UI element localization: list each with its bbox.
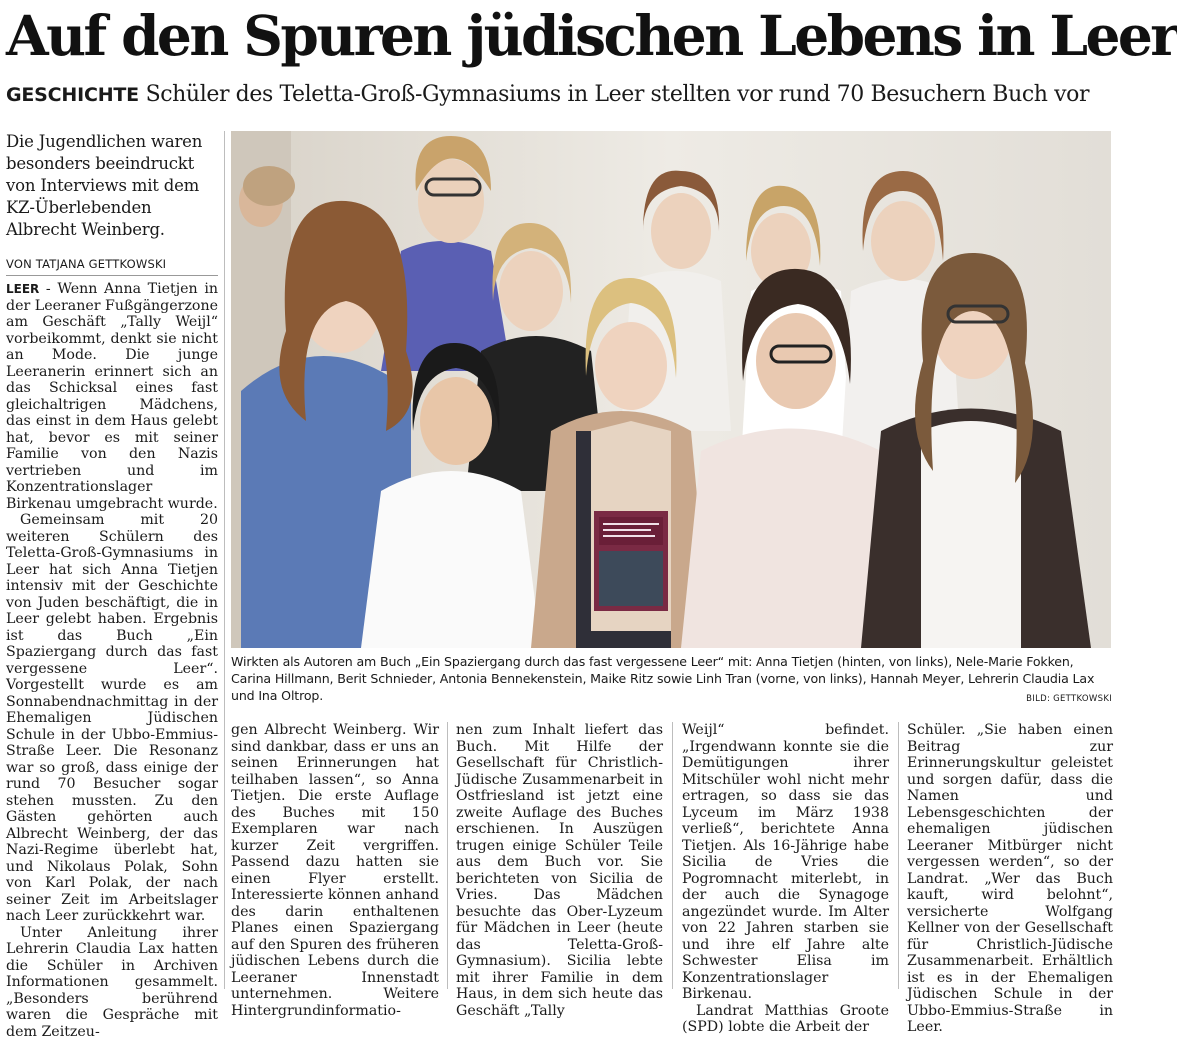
body-paragraph: gen Albrecht Weinberg. Wir sind dankbar, dass er uns an seinen Erinnerungen hat teilhaben lassen“, so Anna Tietjen. Die erste Auflage des Buches mit 150 Exemplaren war nach kurzer Zeit vergriffen. Passend dazu hatten sie einen Flyer erstellt. Interessierte können anhand des darin enthaltenen Planes einen Spaziergang auf den Spuren des früheren jüdischen Lebens durch die Leeraner Innenstadt unternehmen. Weitere Hintergrundinformatio- [231,722,439,1019]
article-column-1 [6,281,218,1040]
body-paragraph: Schüler. „Sie haben einen Beitrag zur Erinnerungskultur geleistet und sorgen dafür, dass die Namen und Lebensgeschichten der ehemaligen jüdischen Leeraner Mitbürger nicht vergessen werden“, so der Landrat. „Wer das Buch kauft, wird belohnt“, versicherte Wolfgang Kellner von der Gesellschaft für Christlich-Jüdische Zusammenarbeit. Erhältlich ist es in der Ehemaligen Jüdischen Schule in der Ubbo-Emmius-Straße in Leer. [907,722,1113,1036]
body-paragraph: Unter Anleitung ihrer Lehrerin Claudia Lax hatten die Schüler in Archiven Informationen gesammelt. „Besonders berührend waren die Gespräche mit dem Zeitzeu- [6,925,218,1040]
article-column-2 [231,722,439,1019]
body-paragraph: Landrat Matthias Groote (SPD) lobte die Arbeit der [682,1003,889,1036]
headline: Auf den Spuren jüdischen Lebens in Leer [6,2,1116,70]
column-divider [224,131,225,989]
group-photo-illustration [231,131,1111,648]
lead-paragraph: Die Jugendlichen waren besonders beeindruckt von Interviews mit dem KZ-Überlebenden Albrecht Weinberg. [6,131,218,241]
article-photo [231,131,1111,648]
subheadline-text: Schüler des Teletta-Groß-Gymnasiums in Leer stellten vor rund 70 Besuchern Buch vor [146,82,1090,107]
byline: VON TATJANA GETTKOWSKI [6,257,218,271]
column-divider [672,722,673,989]
photo-caption: Wirkten als Autoren am Buch „Ein Spaziergang durch das fast vergessene Leer“ mit: Anna Tietjen (hinten, von links), Nele-Marie Fokken, Carina Hillmann, Berit Schnieder, Antonia Bennekenstein, Maike Ritz sowie Linh Tran (vorne, von links), Hannah Meyer, Lehrerin Claudia Lax und Ina Oltrop. [231,653,1113,704]
column-divider [898,722,899,989]
body-paragraph: Gemeinsam mit 20 weiteren Schülern des Teletta-Groß-Gymnasiums in Leer hat sich Anna Tietjen intensiv mit der Geschichte von Juden beschäftigt, die in Leer gelebt haben. Ergebnis ist das Buch „Ein Spaziergang durch das fast vergessene Leer“. Vorgestellt wurde es am Sonnabendnachmittag in der Ehemaligen Jüdischen Schule in der Ubbo-Emmius-Straße Leer. Die Resonanz war so groß, dass einige der rund 70 Besucher sogar stehen mussten. Zu den Gästen gehörten auch Albrecht Weinberg, der das Nazi-Regime überlebt hat, und Nikolaus Polak, Sohn von Karl Polak, der nach seiner Zeit im Arbeitslager nach Leer zurückkehrt war. [6,512,218,925]
section-kicker: GESCHICHTE [6,84,139,106]
article-column-4 [682,722,889,1036]
article-column-3 [456,722,663,1019]
byline-divider [6,275,218,276]
body-paragraph: Weijl“ befindet. „Irgendwann konnte sie die Demütigungen ihrer Mitschüler wohl nicht mehr ertragen, so dass sie das Lyceum im März 1938 verließ“, berichtete Anna Tietjen. Als 16-Jährige habe Sicilia de Vries die Pogromnacht miterlebt, in der auch die Synagoge angezündet wurde. Im Alter von 22 Jahren starben sie und ihre elf Jahre alte Schwester Elisa im Konzentrationslager Birkenau. [682,722,889,1003]
dateline: LEER [6,282,39,296]
article-column-5 [907,722,1113,1036]
photo-credit: BILD: GETTKOWSKI [1026,694,1112,704]
subheadline [6,80,1116,110]
column-divider [447,722,448,989]
body-paragraph: LEER - Wenn Anna Tietjen in der Leeraner Fußgängerzone am Geschäft „Tally Weijl“ vorbeikommt, denkt sie nicht an Mode. Die junge Leeranerin erinnert sich an das Schicksal eines fast gleichaltrigen Mädchens, das einst in dem Haus gelebt hat, bevor es mit seiner Familie von den Nazis vertrieben und im Konzentrationslager Birkenau umgebracht wurde. [6,281,218,512]
body-paragraph: nen zum Inhalt liefert das Buch. Mit Hilfe der Gesellschaft für Christlich-Jüdische Zusammenarbeit in Ostfriesland ist jetzt eine zweite Auflage des Buches erschienen. In Auszügen trugen einige Schüler Teile aus dem Buch vor. Sie berichteten von Sicilia de Vries. Das Mädchen besuchte das Ober-Lyzeum für Mädchen in Leer (heute das Teletta-Groß-Gymnasium). Sicilia lebte mit ihrer Familie in dem Haus, in dem sich heute das Geschäft „Tally [456,722,663,1019]
